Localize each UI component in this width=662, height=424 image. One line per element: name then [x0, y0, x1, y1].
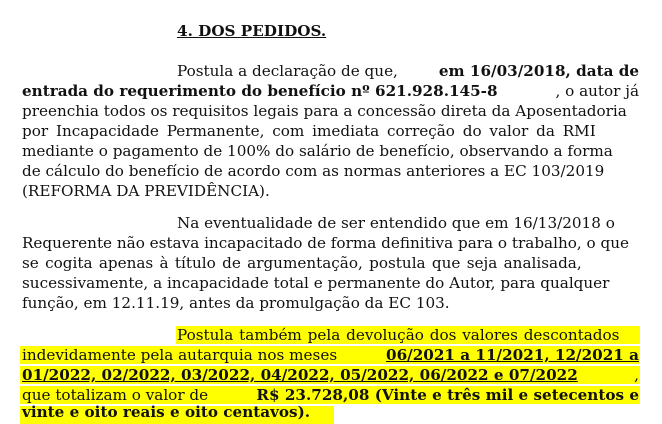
p2-line-4: sucessivamente, a incapacidade total e permanente do Autor, para qualquer: [22, 274, 610, 292]
p3-line-1: Postula também pela devolução dos valores descontados: [177, 326, 620, 344]
p3-line-2-text: indevidamente pela autarquia nos meses: [22, 346, 342, 364]
p3-line-5: vinte e oito reais e oito centavos).: [22, 403, 311, 421]
p3-line-4-text: que totalizam o valor de: [22, 386, 213, 404]
p3-line-2-bold: 06/2021 a 11/2021, 12/2021 a: [386, 346, 639, 364]
p2-line-2: Requerente não estava incapacitado de forma definitiva para o trabalho, o que: [22, 234, 629, 252]
p3-line-2: [22, 345, 639, 365]
p3-line-4-bold: R$ 23.728,08 (Vinte e três mil e setecentos e: [256, 386, 639, 404]
p1-line-5: mediante o pagamento de 100% do salário de benefício, observando a forma: [22, 142, 613, 160]
p2-line-3: se cogita apenas à título de argumentação, postula que seja analisada,: [22, 254, 582, 272]
p1-line-4: por Incapacidade Permanente, com imediata correção do valor da RMI: [22, 122, 596, 140]
p1-line-6: de cálculo do benefício de acordo com as normas anteriores a EC 103/2019: [22, 162, 605, 180]
p1-line-1-text: Postula a declaração de que,: [177, 62, 398, 80]
p1-line-1-bold: em 16/03/2018, data de: [438, 62, 639, 80]
p1-line-2-text: , o autor já: [555, 82, 639, 100]
section-heading: 4. DOS PEDIDOS.: [177, 22, 327, 40]
p2-line-5: função, em 12.11.19, antes da promulgação da EC 103.: [22, 294, 450, 312]
p1-line-2-bold: entrada do requerimento do benefício nº 621.928.145-8: [22, 82, 498, 100]
p2-line-1: Na eventualidade de ser entendido que em 16/13/2018 o: [177, 214, 615, 232]
p3-line-3-bold: 01/2022, 02/2022, 03/2022, 04/2022, 05/2022, 06/2022 e 07/2022: [22, 366, 578, 384]
p1-line-2: [22, 81, 639, 101]
p3-line-3-text: ,: [634, 366, 639, 384]
p1-line-1: [177, 61, 639, 81]
p1-line-7: (REFORMA DA PREVIDÊNCIA).: [22, 182, 270, 200]
p1-line-3: preenchia todos os requisitos legais para a concessão direta da Aposentadoria: [22, 102, 627, 120]
p3-line-3: [22, 365, 639, 385]
